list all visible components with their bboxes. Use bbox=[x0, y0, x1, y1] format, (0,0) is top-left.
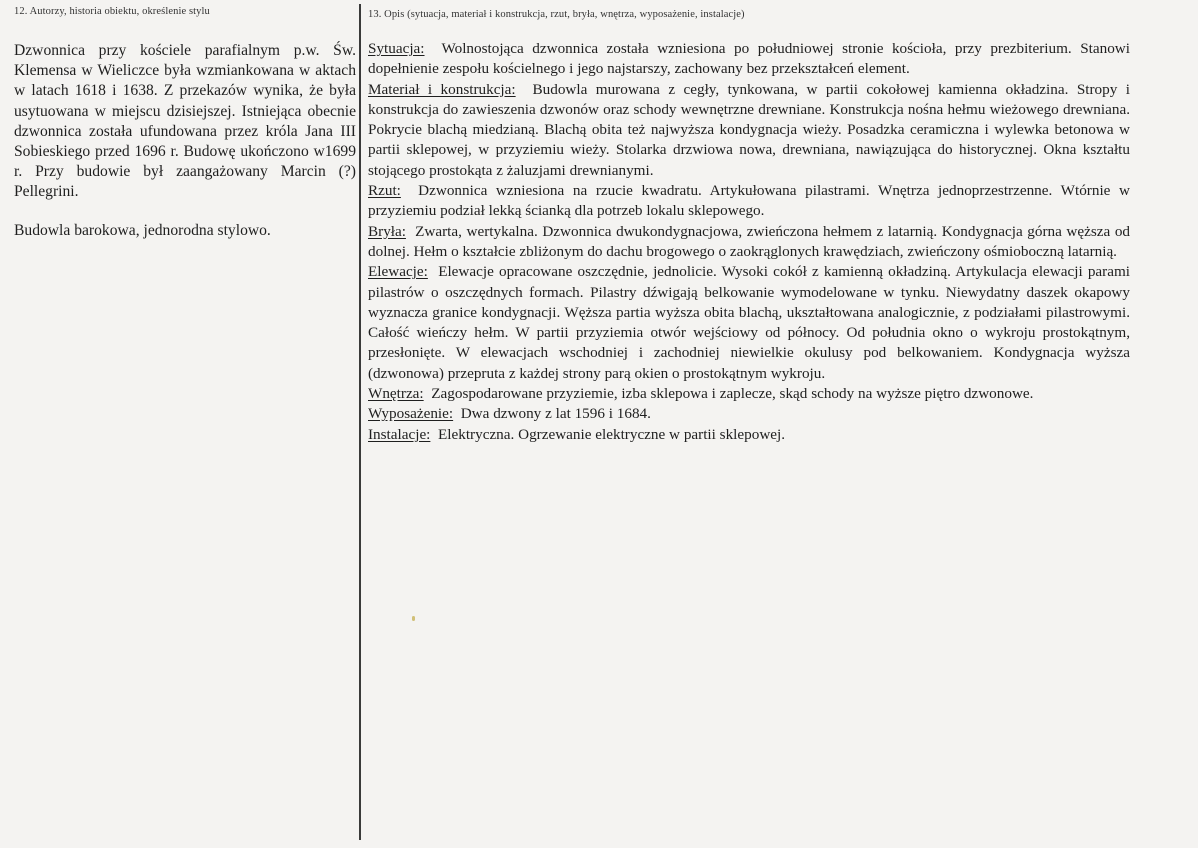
right-column bbox=[368, 9, 1130, 445]
section-label: Elewacje: bbox=[368, 263, 428, 281]
section-text: Elektryczna. Ogrzewanie elektryczne w partii sklepowej. bbox=[438, 425, 786, 443]
section-text: Budowla murowana z cegły, tynkowana, w partii cokołowej kamienna okładzina. Stropy i konstrukcja do zawieszenia dzwonów oraz schody wewnętrzne drewniane. Konstrukcja nośna hełmu wieżowego drewniana. Pokrycie blachą miedzianą. Blachą obita też najwyższa kondygnacja wieży. Posadzka ceramiczna i wylewka betonowa w partii sklepowej, w przyziemiu wieży. Stolarka drzwiowa nowa, drewniana, nawiązująca do historycznej. Okna kształtu stojącego prostokąta z żaluzjami drewnianymi. bbox=[368, 80, 1130, 179]
section-elewacje bbox=[368, 262, 1130, 384]
section-label: Materiał i konstrukcja: bbox=[368, 80, 516, 98]
section-material bbox=[368, 80, 1130, 181]
section-instalacje bbox=[368, 425, 1130, 445]
section-label: Sytuacja: bbox=[368, 40, 425, 57]
section-wnetrza bbox=[368, 384, 1130, 404]
style-paragraph: Budowla barokowa, jednorodna stylowo. bbox=[14, 221, 271, 239]
section-sytuacja bbox=[368, 39, 1130, 80]
left-column bbox=[14, 6, 356, 241]
section-wyposazenie bbox=[368, 404, 1130, 424]
section-text: Dwa dzwony z lat 1596 i 1684. bbox=[460, 405, 651, 423]
section-label: Instalacje: bbox=[368, 425, 431, 443]
section-bryla bbox=[368, 222, 1130, 263]
section-label: Wyposażenie: bbox=[368, 405, 454, 423]
section-text: Zwarta, wertykalna. Dzwonnica dwukondygnacjowa, zwieńczona hełmem z latarnią. Kondygnacja górna węższa od dolnej. Hełm o kształcie zbliżonym do dachu brogowego o zaokrąglonych krawędziach, zwieńczony ośmioboczną latarnią. bbox=[368, 222, 1131, 260]
paper-speck bbox=[412, 616, 415, 621]
section-label: Wnętrza: bbox=[368, 385, 424, 403]
section-text: Dzwonnica wzniesiona na rzucie kwadratu. Artykułowana pilastrami. Wnętrza jednoprzestrzenne. Wtórnie w przyziemiu podział lekką ścianką dla potrzeb lokalu sklepowego. bbox=[368, 182, 1131, 220]
column-divider bbox=[359, 4, 361, 840]
section-12-header: 12. Autorzy, historia obiektu, określenie stylu bbox=[14, 6, 210, 17]
section-label: Bryła: bbox=[368, 222, 406, 240]
section-text: Wolnostojąca dzwonnica została wzniesiona po południowej stronie kościoła, przy prezbiterium. Stanowi dopełnienie zespołu kościelnego i jego najstarszy, zachowany bez przekształceń element. bbox=[368, 40, 1130, 78]
history-paragraph: Dzwonnica przy kościele parafialnym p.w. Św. Klemensa w Wieliczce była wzmiankowana w aktach w latach 1618 i 1638. Z przekazów wynika, że była usytuowana w miejscu dzisiejszej. Istniejąca obecnie dzwonnica została ufundowana przez króla Jana III Sobieskiego przed 1696 r. Budowę ukończono w1699 r. Przy budowie był zaangażowany Marcin (?) Pellegrini. bbox=[14, 42, 356, 201]
section-label: Rzut: bbox=[368, 182, 401, 200]
section-text: Elewacje opracowane oszczędnie, jednolicie. Wysoki cokół z kamienną okładziną. Artykulacja elewacji parami pilastrów o oszczędnych formach. Pilastry dźwigają belkowanie wymodelowane w tynku. Niewydatny daszek okapowy wyznacza granice kondygnacji. Węższa partia wyższa obita blachą, ukształtowana analogicznie, z podziałami pilastrowymi. Całość wieńczy hełm. W partii przyziemia otwór wejściowy od północy. Od południa okno o wykroju prostokątnym, przesłonięte. W elewacjach wschodniej i zachodniej niewielkie okulusy pod belkowaniem. Kondygnacja wyższa (dzwonowa) przepruta z każdej strony parą okien o prostokątnym wykroju. bbox=[368, 263, 1131, 382]
section-text: Zagospodarowane przyziemie, izba sklepowa i zaplecze, skąd schody na wyższe piętro dzwonowe. bbox=[431, 385, 1034, 403]
section-rzut bbox=[368, 181, 1130, 222]
section-13-header: 13. Opis (sytuacja, materiał i konstrukcja, rzut, bryła, wnętrza, wyposażenie, instalacje) bbox=[368, 9, 745, 20]
